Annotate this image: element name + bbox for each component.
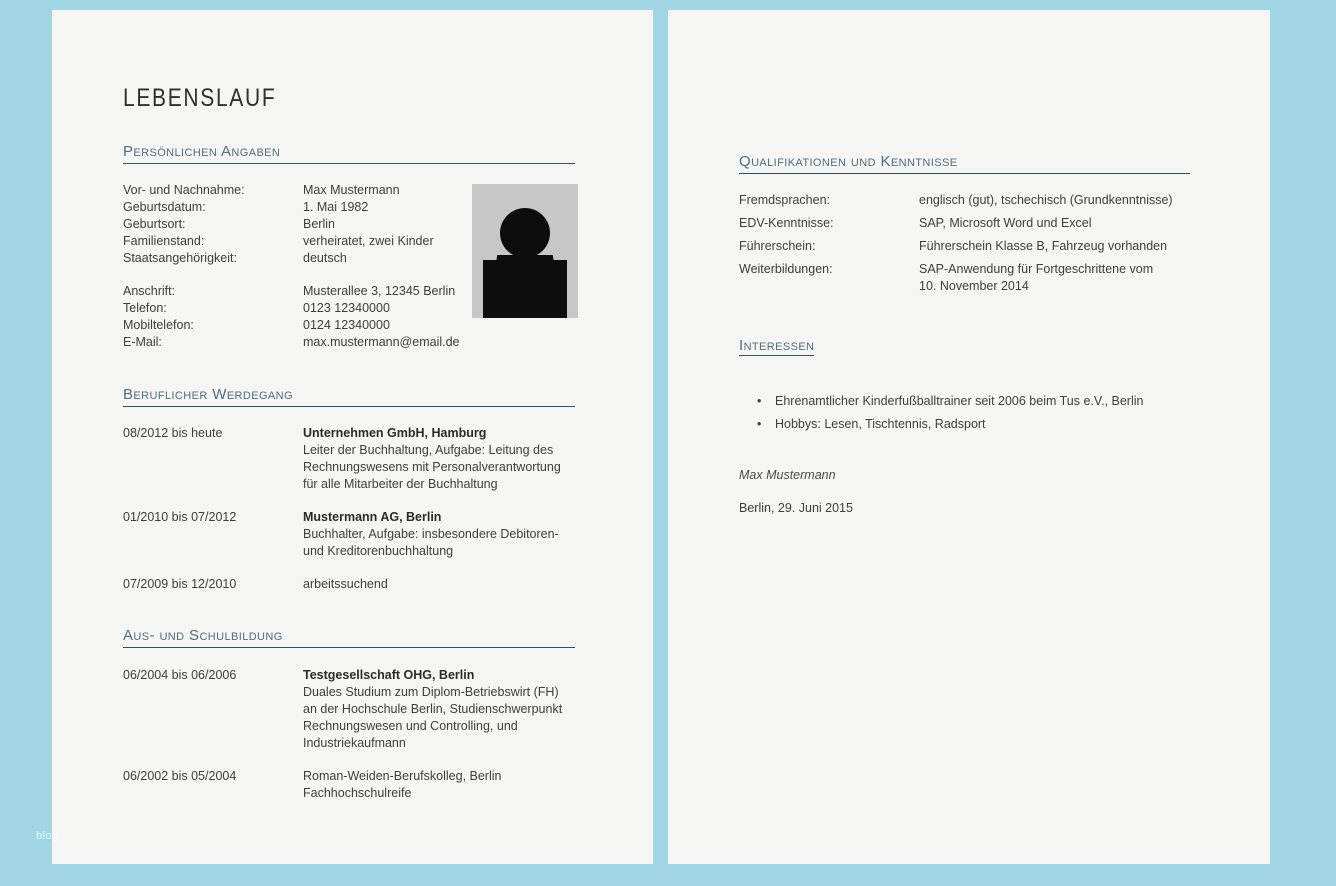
- field-row: [739, 215, 1190, 232]
- field-value: Berlin: [303, 217, 335, 231]
- field-value: verheiratet, zwei Kinder: [303, 234, 434, 248]
- field-value: [919, 215, 1190, 232]
- watermark-text: blog: [36, 830, 59, 842]
- entry-period: 06/2002 bis 05/2004: [123, 769, 237, 783]
- entry-company: Mustermann AG, Berlin: [303, 510, 442, 524]
- entry-description: arbeitssuchend: [303, 577, 388, 591]
- field-value: [919, 261, 1190, 295]
- field-value: [919, 192, 1190, 209]
- field-row: [123, 317, 575, 334]
- resume-page-1: [52, 10, 653, 864]
- field-value: max.mustermann@email.de: [303, 335, 460, 349]
- list-item: [739, 393, 1190, 410]
- section-heading-education: Aus- und Schulbildung: [123, 628, 575, 648]
- section-heading-personal: Persönlichen Angaben: [123, 144, 575, 164]
- section-heading-interests: Interessen: [739, 337, 815, 354]
- field-value: Max Mustermann: [303, 183, 400, 197]
- bullet-icon: •: [757, 394, 762, 408]
- interests-section: [739, 337, 1190, 374]
- field-value: [919, 238, 1190, 255]
- field-label: Anschrift:: [123, 284, 176, 298]
- field-value: Musterallee 3, 12345 Berlin: [303, 284, 456, 298]
- entry-body: [303, 425, 575, 493]
- section-heading-career: Beruflicher Werdegang: [123, 387, 575, 407]
- entry-period: 07/2009 bis 12/2010: [123, 577, 237, 591]
- career-entry: [123, 576, 575, 593]
- field-label: Führerschein:: [739, 239, 816, 253]
- field-value-line: englisch (gut), tschechisch (Grundkenntnisse): [919, 193, 1173, 207]
- person-silhouette-icon: [500, 208, 550, 258]
- field-row: [739, 261, 1190, 295]
- list-item-text: Hobbys: Lesen, Tischtennis, Radsport: [775, 417, 986, 431]
- section-heading-qualifications: Qualifikationen und Kenntnisse: [739, 154, 1190, 174]
- entry-body: [303, 509, 575, 560]
- bullet-icon: •: [757, 417, 762, 431]
- field-value-line: SAP-Anwendung für Fortgeschrittene vom: [919, 262, 1154, 276]
- field-row: [123, 334, 575, 351]
- field-label: Weiterbildungen:: [739, 262, 833, 276]
- entry-description: Roman-Weiden-Berufskolleg, Berlin Fachhochschulreife: [303, 769, 502, 800]
- person-silhouette-icon: [483, 255, 567, 318]
- field-label: E-Mail:: [123, 335, 162, 349]
- field-row: [739, 192, 1190, 209]
- entry-company: Testgesellschaft OHG, Berlin: [303, 668, 475, 682]
- field-value-line: Führerschein Klasse B, Fahrzeug vorhanden: [919, 239, 1168, 253]
- field-label: Familienstand:: [123, 234, 205, 248]
- signature-name: Max Mustermann: [739, 468, 836, 482]
- entry-period: 06/2004 bis 06/2006: [123, 668, 237, 682]
- field-label: Mobiltelefon:: [123, 318, 194, 332]
- list-item: [739, 416, 1190, 433]
- signature-place-date: Berlin, 29. Juni 2015: [739, 501, 853, 515]
- list-item-text: Ehrenamtlicher Kinderfußballtrainer seit 2006 beim Tus e.V., Berlin: [775, 394, 1144, 408]
- entry-body: [303, 576, 575, 593]
- entry-body: [303, 667, 575, 752]
- field-value: 0123 12340000: [303, 301, 390, 315]
- entry-description: Duales Studium zum Diplom-Betriebswirt (FH) an der Hochschule Berlin, Studienschwerpunkt Rechnungswesen und Controlling, und Industriekaufmann: [303, 685, 563, 750]
- field-value: deutsch: [303, 251, 347, 265]
- education-entry: [123, 667, 575, 752]
- applicant-photo-placeholder: [472, 184, 578, 318]
- field-label: Fremdsprachen:: [739, 193, 831, 207]
- interests-list: [739, 393, 1190, 433]
- entry-description: Leiter der Buchhaltung, Aufgabe: Leitung des Rechnungswesens mit Personalverantwortung für alle Mitarbeiter der Buchhaltung: [303, 443, 561, 491]
- field-label: Vor- und Nachnahme:: [123, 183, 245, 197]
- career-entry: [123, 425, 575, 493]
- entry-period: 01/2010 bis 07/2012: [123, 510, 237, 524]
- field-label: Geburtsdatum:: [123, 200, 206, 214]
- career-entry: [123, 509, 575, 560]
- entry-body: [303, 768, 575, 802]
- field-value-line: 10. November 2014: [919, 279, 1029, 293]
- field-value-line: SAP, Microsoft Word und Excel: [919, 216, 1092, 230]
- field-value: 0124 12340000: [303, 318, 390, 332]
- field-value: 1. Mai 1982: [303, 200, 369, 214]
- education-entry: [123, 768, 575, 802]
- field-label: Telefon:: [123, 301, 167, 315]
- field-row: [739, 238, 1190, 255]
- entry-period: 08/2012 bis heute: [123, 426, 223, 440]
- field-label: Geburtsort:: [123, 217, 186, 231]
- field-label: EDV-Kenntnisse:: [739, 216, 834, 230]
- entry-company: Unternehmen GmbH, Hamburg: [303, 426, 487, 440]
- field-label: Staatsangehörigkeit:: [123, 251, 237, 265]
- page-title: LEBENSLAUF: [123, 84, 277, 112]
- entry-description: Buchhalter, Aufgabe: insbesondere Debitoren- und Kreditorenbuchhaltung: [303, 527, 559, 558]
- resume-page-2: [668, 10, 1270, 864]
